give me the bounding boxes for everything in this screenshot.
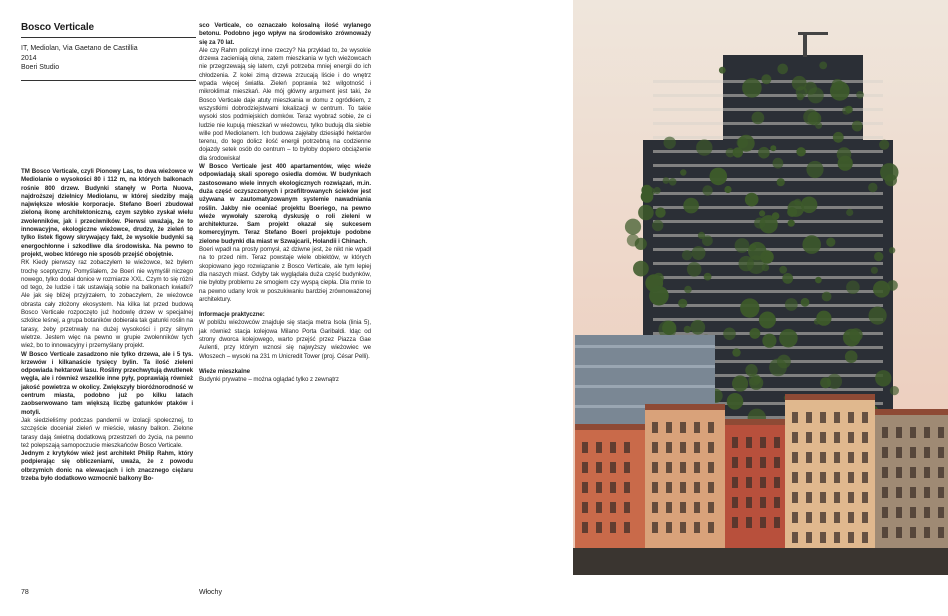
tree-canopy	[889, 247, 895, 253]
roof	[575, 424, 645, 430]
tree-canopy	[820, 377, 831, 388]
tree-canopy	[801, 298, 810, 307]
window	[732, 477, 738, 488]
tree-canopy	[761, 74, 771, 84]
window	[820, 472, 826, 483]
paragraph: Jak siedzieliśmy podczas pandemii w izolacji społecznej, to szczęście doceniał zieleń w mieście, własny balkon. Zielone tarasy dają świetną dodatkową przestrzeń do życia, na pewno też polepszają samopoczucie mieszkańców Bosco Verticale.	[21, 416, 193, 449]
roof	[725, 419, 785, 425]
tree-canopy	[727, 393, 744, 410]
facade-building	[785, 400, 875, 550]
tree-canopy	[801, 197, 818, 214]
window	[652, 482, 658, 493]
tree-canopy	[752, 112, 765, 125]
window	[694, 482, 700, 493]
tree-canopy	[680, 169, 686, 175]
tree-canopy	[826, 238, 835, 247]
window	[694, 502, 700, 513]
window	[746, 457, 752, 468]
window	[708, 522, 714, 533]
paragraph: Jednym z krytyków wież jest architekt Philip Rahm, który podpierając się obliczeniami, uważa, że z powodu olbrzymich donic na elewacjach i ich znacznego ciężaru trzeba było dodatkowo wzmocnić balkony Bo-	[21, 450, 193, 482]
window	[938, 527, 944, 538]
tree-canopy	[879, 140, 889, 150]
window	[596, 502, 602, 513]
window	[806, 532, 812, 543]
balcony-slab	[653, 178, 883, 181]
window	[666, 522, 672, 533]
window	[938, 447, 944, 458]
tree-canopy	[687, 262, 702, 277]
window	[680, 482, 686, 493]
window	[924, 487, 930, 498]
tree-canopy	[732, 348, 740, 356]
tree-canopy	[664, 137, 676, 149]
tree-canopy	[846, 209, 853, 216]
window	[680, 522, 686, 533]
window	[896, 447, 902, 458]
window	[806, 452, 812, 463]
tree-canopy	[655, 207, 665, 217]
window	[882, 527, 888, 538]
tree-canopy	[641, 185, 652, 196]
tree-canopy	[750, 328, 761, 339]
tree-canopy	[684, 326, 691, 333]
window	[806, 472, 812, 483]
balcony-slab	[653, 276, 883, 279]
tree-canopy	[869, 307, 887, 325]
window	[708, 422, 714, 433]
tree-canopy	[871, 267, 878, 274]
window	[896, 527, 902, 538]
tree-canopy	[723, 328, 736, 341]
window	[732, 457, 738, 468]
window	[896, 507, 902, 518]
window	[862, 412, 868, 423]
tree-canopy	[724, 186, 731, 193]
window	[760, 517, 766, 528]
balcony-slab	[653, 122, 883, 125]
window	[848, 492, 854, 503]
tree-canopy	[692, 246, 706, 260]
window	[680, 422, 686, 433]
tree-canopy	[794, 199, 801, 206]
tree-canopy	[683, 198, 699, 214]
tree-canopy	[678, 299, 687, 308]
window	[834, 492, 840, 503]
window	[792, 432, 798, 443]
tree-canopy	[808, 87, 824, 103]
window	[694, 422, 700, 433]
tree-canopy	[814, 319, 820, 325]
crane	[803, 32, 807, 57]
window	[624, 442, 630, 453]
tree-canopy	[802, 235, 821, 254]
window	[938, 487, 944, 498]
window	[848, 432, 854, 443]
window	[610, 522, 616, 533]
window	[746, 497, 752, 508]
tree-canopy	[796, 147, 805, 156]
window	[666, 502, 672, 513]
paragraph: sco Verticale, co oznaczało kolosalną ilość wylanego betonu. Podobno jego wpływ na środowisko zrównoważy się za 70 lat.	[199, 22, 371, 46]
window	[774, 477, 780, 488]
window	[774, 517, 780, 528]
article-meta	[21, 44, 196, 73]
tree-canopy	[815, 122, 822, 129]
window	[938, 507, 944, 518]
tree-canopy	[785, 298, 798, 311]
window	[610, 462, 616, 473]
tree-canopy	[819, 62, 827, 70]
window	[862, 512, 868, 523]
window	[708, 462, 714, 473]
window	[596, 482, 602, 493]
window	[610, 502, 616, 513]
window	[624, 502, 630, 513]
paragraph: W Bosco Verticale zasadzono nie tylko drzewa, ale i 5 tys. krzewów i kilkanaście tysięcy bylin. Ta ilość zieleni odpowiada hektarowi lasu. Rośliny przechwytują dwutlenek węgla, ale i również wszelkie inne pyły, poprawiają również jakość powietrza w okolicy. Zwiększyły bioróżnorodność w centrum miasta, podobno już po kilku latach zaobserwowano tam większą liczbę gatunków ptaków i motyli.	[21, 350, 193, 416]
tree-canopy	[726, 148, 735, 157]
tree-canopy	[649, 286, 669, 306]
window	[694, 442, 700, 453]
street	[573, 548, 948, 575]
tree-canopy	[875, 370, 891, 386]
tree-canopy	[663, 177, 670, 184]
window	[652, 502, 658, 513]
tree-canopy	[852, 121, 863, 132]
tree-canopy	[735, 238, 750, 253]
tree-canopy	[719, 67, 726, 74]
window	[666, 442, 672, 453]
window	[896, 487, 902, 498]
window	[820, 432, 826, 443]
window	[848, 412, 854, 423]
window	[582, 482, 588, 493]
tree-canopy	[702, 235, 713, 246]
title-rule	[21, 37, 196, 38]
window	[910, 447, 916, 458]
window	[774, 497, 780, 508]
text-column-left	[21, 168, 193, 483]
window	[760, 437, 766, 448]
window	[746, 517, 752, 528]
tree-canopy	[633, 261, 649, 277]
window	[896, 427, 902, 438]
window	[910, 487, 916, 498]
tree-canopy	[625, 219, 641, 235]
tree-canopy	[759, 312, 776, 329]
window	[862, 432, 868, 443]
window	[708, 482, 714, 493]
tree-canopy	[745, 193, 759, 207]
roof	[645, 404, 725, 410]
text-column-right	[199, 22, 371, 384]
window	[760, 477, 766, 488]
balcony-slab	[653, 192, 883, 195]
window	[820, 452, 826, 463]
window	[792, 472, 798, 483]
window	[708, 442, 714, 453]
tree-canopy	[704, 273, 712, 281]
balcony-slab	[653, 304, 883, 307]
section-heading: Wieże mieszkalne	[199, 367, 251, 375]
tree-canopy	[684, 286, 692, 294]
paragraph: Boeri wpadł na prosty pomysł, aż dziwne jest, że nikt nie wpadł na to przed nim. Teraz powstaje wiele obiektów, w których skopiowano jego rozwiązanie z Bosco Verticale, ale tym lepiej dla naszych miast. Gdyby tak wyglądała duża część budynków, nie byłoby problemu ze smogiem czy wyspą ciepła. Dla mnie to na pewno udany krok w poszukiwaniu bardziej zrównoważonej architektury.	[199, 246, 371, 303]
window	[882, 427, 888, 438]
tree-canopy	[815, 277, 822, 284]
window	[820, 492, 826, 503]
meta-year: 2014	[21, 54, 37, 62]
tree-canopy	[830, 81, 850, 101]
window	[820, 532, 826, 543]
window	[792, 492, 798, 503]
window	[820, 512, 826, 523]
tree-canopy	[754, 218, 765, 229]
paragraph: TM Bosco Verticale, czyli Pionowy Las, to dwa wieżowce w Mediolanie o wysokości 80 i 112 m, na których balkonach rośnie 800 drzew. Budynki stanęły w Porta Nuova, najdroższej dzielnicy Mediolanu, w której siedziby mają największe włoskie korporacje. Stefano Boeri zbudował zieloną ikonę architektoniczną, czym szybko zyskał wielu zwolenników, jak i przeciwników. Pierwsi uważają, że to innowacyjne, ekologiczne wieżowce, drudzy, że zieleń to tylko listek figowy skrywający fakt, że wysokie budynki są energochłonne i szkodliwe dla środowiska. Na pewno to projekt, wobec którego nie sposób przejść obojętnie.	[21, 168, 193, 258]
tree-canopy	[702, 185, 712, 195]
window	[652, 442, 658, 453]
tree-canopy	[690, 320, 705, 335]
paragraph: W Bosco Verticale jest 400 apartamentów, więc wieże odpowiadają skali sporego osiedla domów. W budynkach zastosowano wiele innych ekologicznych rozwiązań, m.in. duża część oczyszczonych i przefiltrowanych ścieków jest używana w zautomatyzowanym systemie nawadniania roślin. Jakby nie oceniać projektu Boeriego, na pewno wieże wywołały szeroką dyskusję o roli zieleni w architekturze. Sam projekt okazał się sukcesem komercyjnym. Teraz Stefano Boeri projektuje podobne zielone budynki dla miast w Szwajcarii, Holandii i Chinach.	[199, 163, 371, 245]
tree-canopy	[770, 145, 776, 151]
bosco-verticale-photo	[573, 0, 948, 575]
window	[582, 462, 588, 473]
window	[834, 532, 840, 543]
tree-canopy	[758, 147, 770, 159]
meta-location: IT, Mediolan, Via Gaetano de Castillia	[21, 45, 138, 52]
tree-canopy	[638, 205, 654, 221]
tree-canopy	[845, 350, 858, 363]
window	[774, 457, 780, 468]
roof	[785, 394, 875, 400]
window	[924, 447, 930, 458]
tree-canopy	[777, 355, 791, 369]
tree-canopy	[846, 281, 860, 295]
window	[848, 472, 854, 483]
roof	[875, 409, 948, 415]
window	[732, 497, 738, 508]
tree-canopy	[880, 163, 898, 181]
tree-canopy	[669, 178, 677, 186]
paragraph: RK Kiedy pierwszy raz zobaczyłem te wieżowce, też byłem trochę sceptyczny. Pomyślałem, że Boeri nie wymyślił niczego nowego, tylko dodał donice w rozmiarze XXL. Czym to się różni od tego, że ludzie i tak ustawiają sobie na balkonach kwiatki? Ale jak się bliżej przyjrzałem, to zobaczyłem, że wieżowce obrasta cały złożony ekosystem. Na kilka lat przed budową Bosco Verticale rozpoczęto już hodowlę drzew w specjalnej szkółce leśnej, a grupa botaników dobierała tak gatunki roślin na tarasy, żeby przetrwały na dużej wysokości i przy silnym wietrze. Jestem więc na pewno w grupie zwolenników tych wież, bo to innowacyjny i przemyślany projekt.	[21, 259, 193, 350]
window	[760, 457, 766, 468]
window	[624, 462, 630, 473]
tree-canopy	[635, 238, 647, 250]
balcony-slab	[653, 234, 883, 237]
window	[848, 512, 854, 523]
tree-canopy	[873, 281, 890, 298]
window	[596, 522, 602, 533]
window	[834, 472, 840, 483]
window	[938, 427, 944, 438]
window	[834, 432, 840, 443]
section-heading: Informacje praktyczne:	[199, 311, 265, 319]
tree-canopy	[740, 298, 759, 317]
tree-canopy	[742, 78, 762, 98]
running-footer: Włochy	[199, 589, 222, 596]
window	[924, 507, 930, 518]
window	[596, 462, 602, 473]
window	[610, 482, 616, 493]
window	[924, 467, 930, 478]
tree-canopy	[856, 91, 864, 99]
window	[582, 442, 588, 453]
paragraph: Budynki prywatne – można oglądać tylko z zewnątrz	[199, 376, 339, 384]
tree-canopy	[845, 106, 853, 114]
tree-canopy	[843, 329, 861, 347]
window	[694, 522, 700, 533]
window	[652, 522, 658, 533]
window	[910, 527, 916, 538]
window	[732, 517, 738, 528]
window	[652, 462, 658, 473]
window	[848, 532, 854, 543]
window	[792, 452, 798, 463]
tree-canopy	[762, 334, 776, 348]
window	[806, 432, 812, 443]
window	[882, 487, 888, 498]
window	[792, 532, 798, 543]
window	[862, 532, 868, 543]
tree-canopy	[803, 109, 818, 124]
window	[924, 427, 930, 438]
window	[910, 507, 916, 518]
paragraph: Ale czy Rahm policzył inne rzeczy? Na przykład to, że wysokie drzewa zacieniają okna, zatem mieszkania w tych wieżowcach nie przegrzewają się latem, czyli potrzeba mniej energii do ich chłodzenia. Z kolei zimą drzewa zrzucają liście i do wnętrz wpada więcej światła. Zieleń poprawia też wilgotność i mikroklimat mieszkań. Ale mój główny argument jest taki, że Bosco Verticale daje atuty mieszkania w domu z ogródkiem, z wszystkimi dobrodziejstwami lokalizacji w centrum. To takie wysoki stos podmiejskich domków. Teraz wyobraź sobie, że ci ludzie nie kupują mieszkań w wieżowcu, tylko budują dla siebie wille pod Mediolanem. Ich budowa zajęłaby dziesiątki hektarów terenu, do tego dolicz ilość energii potrzebną na codzienne dojazdy setek osób do centrum – to byłoby dopiero obciążenie dla środowiska!	[199, 46, 371, 162]
page-number: 78	[21, 589, 29, 596]
tree-canopy	[792, 76, 807, 91]
window	[806, 412, 812, 423]
window	[582, 522, 588, 533]
tree-canopy	[779, 266, 787, 274]
window	[848, 452, 854, 463]
window	[666, 422, 672, 433]
window	[732, 437, 738, 448]
tree-canopy	[874, 252, 883, 261]
window	[910, 467, 916, 478]
window	[862, 472, 868, 483]
tree-canopy	[759, 210, 765, 216]
tree-canopy	[652, 220, 663, 231]
tree-canopy	[797, 93, 804, 100]
tree-canopy	[754, 377, 761, 384]
tree-canopy	[838, 156, 853, 171]
tree-canopy	[833, 132, 844, 143]
tree-canopy	[887, 280, 898, 291]
meta-rule	[21, 80, 196, 81]
tree-canopy	[868, 183, 877, 192]
tree-canopy	[662, 321, 676, 335]
tree-canopy	[682, 250, 692, 260]
tree-canopy	[779, 329, 798, 348]
window	[746, 437, 752, 448]
tree-canopy	[748, 242, 766, 260]
meta-architect: Boeri Studio	[21, 64, 60, 72]
window	[610, 442, 616, 453]
tree-canopy	[822, 292, 832, 302]
window	[666, 462, 672, 473]
window	[680, 502, 686, 513]
window	[596, 442, 602, 453]
window	[774, 437, 780, 448]
window	[680, 462, 686, 473]
window	[834, 412, 840, 423]
tower-illustration	[573, 0, 948, 575]
tree-canopy	[806, 161, 823, 178]
window	[624, 522, 630, 533]
tree-canopy	[782, 273, 793, 284]
window	[746, 477, 752, 488]
tree-canopy	[696, 139, 712, 155]
window	[792, 512, 798, 523]
window	[652, 422, 658, 433]
tree-canopy	[777, 178, 785, 186]
tree-canopy	[773, 158, 784, 169]
window	[882, 467, 888, 478]
window	[666, 482, 672, 493]
paragraph: W pobliżu wieżowców znajduje się stacja metra Isola (linia 5), jak również stacja kolejowa Milano Porta Garibaldi. Idąc od strony dworca kolejowego, warto przejść przez Piazza Gae Aulenti, przy którym wznosi się najwyższy wieżowiec we Włoszech – wysoki na 231 m Unicredit Tower (proj. César Pelli).	[199, 319, 371, 360]
window	[882, 507, 888, 518]
window	[834, 512, 840, 523]
window	[896, 467, 902, 478]
window	[910, 427, 916, 438]
balcony-slab	[653, 136, 883, 139]
window	[708, 502, 714, 513]
window	[624, 482, 630, 493]
window	[938, 467, 944, 478]
window	[862, 452, 868, 463]
tree-canopy	[788, 220, 795, 227]
window	[760, 497, 766, 508]
window	[924, 527, 930, 538]
article-title: Bosco Verticale	[21, 22, 94, 33]
window	[882, 447, 888, 458]
window	[792, 412, 798, 423]
tree-canopy	[890, 386, 899, 395]
tree-canopy	[710, 168, 728, 186]
window	[806, 512, 812, 523]
window	[862, 492, 868, 503]
window	[694, 462, 700, 473]
tree-canopy	[654, 187, 661, 194]
tree-canopy	[777, 64, 788, 75]
window	[680, 442, 686, 453]
window	[806, 492, 812, 503]
tree-canopy	[732, 375, 748, 391]
window	[582, 502, 588, 513]
window	[820, 412, 826, 423]
window	[834, 452, 840, 463]
